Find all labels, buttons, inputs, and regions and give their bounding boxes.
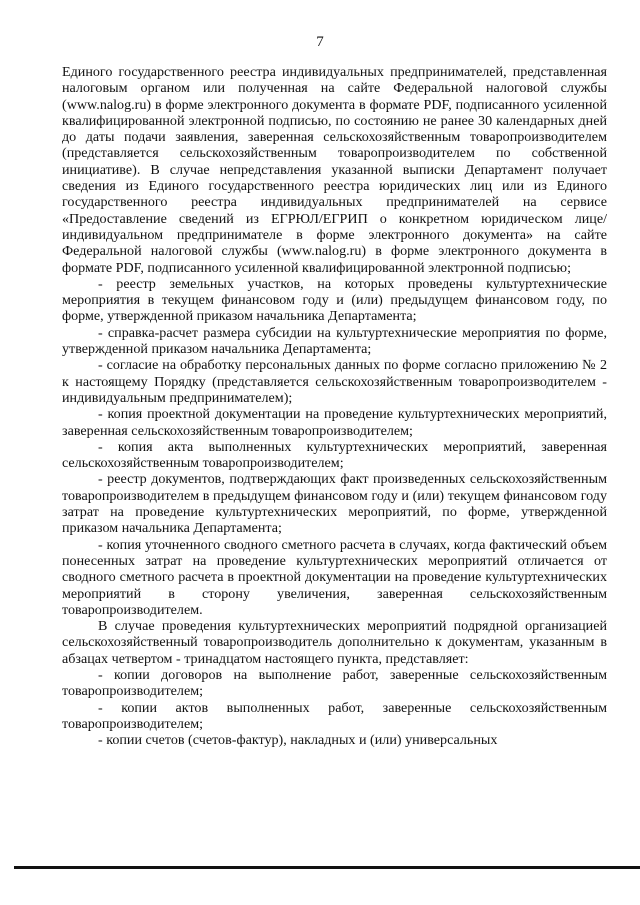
paragraph: Единого государственного реестра индивидуальных предпринимателей, представленная налоговым органом или полученная на сайте Федеральной налоговой службы (www.nalog.ru) в форме электронного документа в формате PDF, подписанного усиленной квалифицированной электронной подписью, по состоянию не ранее 30 календарных дней до даты подачи заявления, заверенная сельскохозяйственным товаропроизводителем (представляется сельскохозяйственным товаропроизводителем по собственной инициативе). В случае непредставления указанной выписки Департамент получает сведения из Единого государственного реестра юридических лиц или из Единого государственного реестра индивидуальных предпринимателей на сервисе «Предоставление сведений из ЕГРЮЛ/ЕГРИП о конкретном юридическом лице/индивидуальном предпринимателе в форме электронного документа» на сайте Федеральной налоговой службы (www.nalog.ru) в форме электронного документа в формате PDF, подписанного усиленной квалифицированной электронной подписью; — [62, 64, 607, 276]
list-item: - копия акта выполненных культуртехнических мероприятий, заверенная сельскохозяйственным товаропроизводителем; — [62, 438, 607, 472]
list-item: - согласие на обработку персональных данных по форме согласно приложению № 2 к настоящему Порядку (представляется сельскохозяйственным товаропроизводителем - индивидуальным предпринимателем); — [62, 357, 607, 406]
document-body — [62, 64, 607, 748]
bottom-divider — [14, 866, 640, 869]
list-item: - копии актов выполненных работ, заверенные сельскохозяйственным товаропроизводителем; — [62, 699, 607, 732]
list-item: - реестр документов, подтверждающих факт произведенных сельскохозяйственным товаропроизводителем в предыдущем финансовом году и (или) текущем финансовом году затрат на проведение культуртехнических мероприятий, по форме, утвержденной приказом начальника Департамента; — [62, 471, 607, 537]
page-number: 7 — [316, 34, 324, 50]
list-item: - копии договоров на выполнение работ, заверенные сельскохозяйственным товаропроизводителем; — [62, 666, 607, 700]
list-item: - копия уточненного сводного сметного расчета в случаях, когда фактический объем понесенных затрат на проведение культуртехнических мероприятий отличается от сводного сметного расчета в проектной документации на проведение культуртехнических мероприятий в сторону увеличения, заверенная сельскохозяйственным товаропроизводителем. — [62, 536, 607, 618]
paragraph: В случае проведения культуртехнических мероприятий подрядной организацией сельскохозяйственный товаропроизводитель дополнительно к документам, указанным в абзацах четвертом - тринадцатом настоящего пункта, представляет: — [62, 618, 607, 667]
list-item: - копия проектной документации на проведение культуртехнических мероприятий, заверенная сельскохозяйственным товаропроизводителем; — [62, 406, 607, 439]
list-item: - реестр земельных участков, на которых проведены культуртехнические мероприятия в текущем финансовом году и (или) предыдущем финансовом году, по форме, утвержденной приказом начальника Департамента; — [62, 275, 607, 325]
list-item: - копии счетов (счетов-фактур), накладных и (или) универсальных — [98, 732, 498, 749]
list-item: - справка-расчет размера субсидии на культуртехнические мероприятия по форме, утвержденной приказом начальника Департамента; — [62, 324, 607, 358]
